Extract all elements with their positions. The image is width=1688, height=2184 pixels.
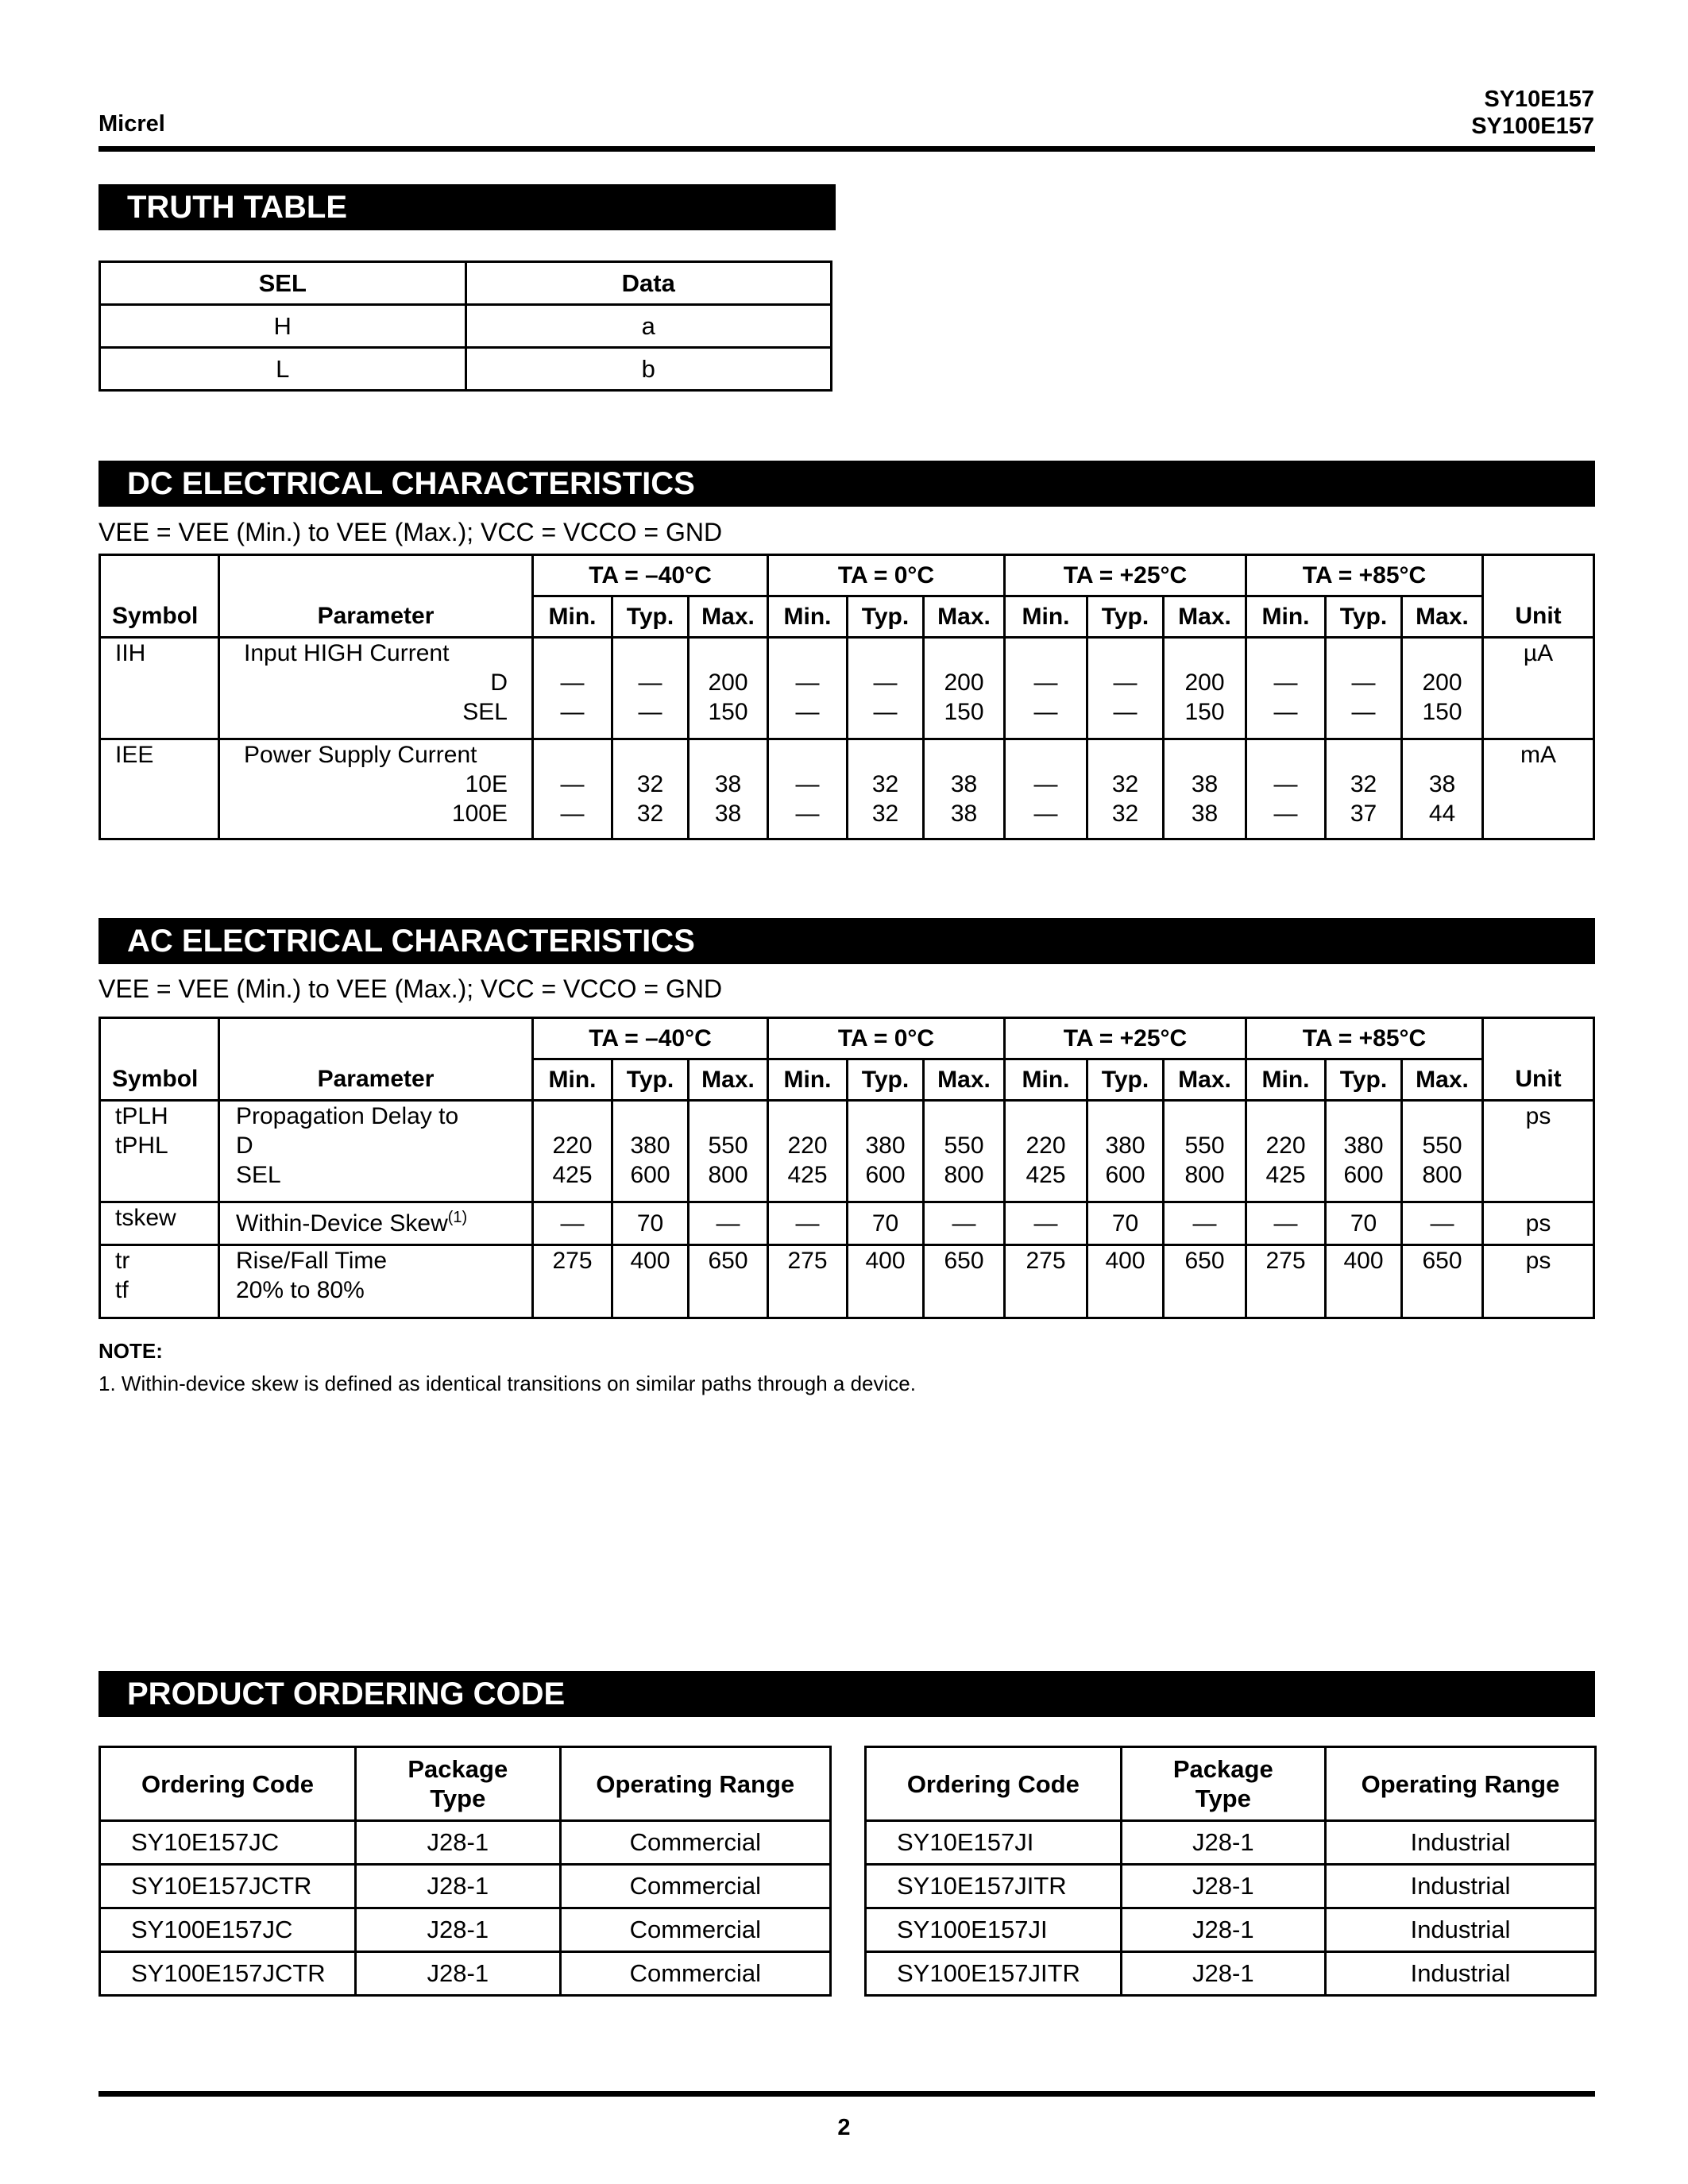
col-sub-header: Min. [1005,1059,1087,1101]
value: 380 [1343,1133,1384,1159]
operating-range: Industrial [1325,1952,1595,1996]
value: 44 [1428,801,1456,827]
ac-title: AC ELECTRICAL CHARACTERISTICS [98,918,1595,964]
value: — [638,699,662,725]
header-blank [100,555,219,596]
value: — [638,669,662,696]
ordering-code: SY100E157JITR [866,1952,1122,1996]
value: — [795,771,820,797]
value: — [795,801,820,827]
ac-table [98,1017,1595,1319]
table-cell [924,638,1005,739]
value: 32 [636,801,664,827]
operating-range: Commercial [560,1908,830,1952]
header-blank [1483,1018,1594,1059]
table-cell [689,1101,768,1202]
parameter-text: Input HIGH Current [244,640,450,666]
package-type: J28-1 [356,1952,561,1996]
col-sub-header: Min. [533,596,612,638]
value: — [1033,771,1058,797]
operating-range: Industrial [1325,1821,1595,1865]
value: 275 [1005,1245,1087,1318]
value: 600 [1105,1162,1145,1188]
col-sub-header: Max. [1164,596,1246,638]
table-cell [612,638,689,739]
value: 275 [533,1245,612,1318]
ordering-col-header: Package Type [1121,1747,1325,1821]
value: 380 [1105,1133,1145,1159]
col-unit: Unit [1483,596,1594,638]
table-cell [768,638,848,739]
table-cell [848,739,924,839]
table-cell [1402,739,1483,839]
col-sub-header: Typ. [848,596,924,638]
table-cell [1087,638,1164,739]
value: — [1402,1202,1483,1245]
brand-name: Micrel [98,111,165,137]
value: 200 [944,669,984,696]
value: 32 [636,771,664,797]
col-sub-header: Min. [1005,596,1087,638]
ordering-code: SY100E157JC [100,1908,356,1952]
value: 800 [1184,1162,1225,1188]
symbol-text: IEE [115,742,154,768]
value: 38 [714,771,742,797]
value: — [1113,669,1138,696]
col-parameter: Parameter [219,1059,533,1101]
ordering-title: PRODUCT ORDERING CODE [98,1671,1595,1717]
operating-range: Commercial [560,1821,830,1865]
truth-col-data: Data [465,262,832,305]
table-row [100,1202,1594,1245]
table-cell [1246,638,1326,739]
ordering-code: SY10E157JITR [866,1865,1122,1908]
value: 220 [552,1133,593,1159]
table-row [100,1101,1594,1202]
ordering-col-header: Operating Range [1325,1747,1595,1821]
value: — [1033,669,1058,696]
value: 37 [1350,801,1377,827]
package-type: J28-1 [1121,1865,1325,1908]
temp-header: TA = +25°C [1005,1018,1246,1059]
value: — [873,669,898,696]
temp-header: TA = +85°C [1246,555,1483,596]
table-row [100,739,1594,839]
value: 150 [1184,699,1225,725]
part-number-2: SY100E157 [1471,114,1594,139]
table-row [100,1821,831,1865]
ordering-code: SY10E157JC [100,1821,356,1865]
table-cell [768,1101,848,1202]
value: 220 [787,1133,828,1159]
value: 220 [1265,1133,1306,1159]
value: 32 [1350,771,1377,797]
col-unit: Unit [1483,1059,1594,1101]
value: — [1351,669,1376,696]
header-blank [1483,555,1594,596]
header-blank [219,1018,533,1059]
value: — [924,1202,1005,1245]
table-cell: L [100,348,466,391]
col-sub-header: Max. [689,1059,768,1101]
table-cell [924,739,1005,839]
value: 800 [708,1162,748,1188]
table-cell [924,1101,1005,1202]
value: 32 [1111,771,1139,797]
table-cell: a [465,305,832,348]
value: — [1246,1202,1326,1245]
col-sub-header: Typ. [1087,596,1164,638]
table-row [866,1952,1596,1996]
temp-header: TA = +25°C [1005,555,1246,596]
part-numbers [1471,86,1594,140]
parameter [219,638,533,739]
parameter-sub: D [490,669,508,696]
col-sub-header: Min. [533,1059,612,1101]
temp-header: TA = +85°C [1246,1018,1483,1059]
value: 32 [1111,801,1139,827]
dc-conditions: VEE = VEE (Min.) to VEE (Max.); VCC = VCCO = GND [98,518,723,546]
value: 70 [1326,1202,1402,1245]
value: 220 [1026,1133,1066,1159]
table-cell [533,1101,612,1202]
package-type: J28-1 [356,1908,561,1952]
col-sub-header: Max. [1402,1059,1483,1101]
col-parameter: Parameter [219,596,533,638]
operating-range: Commercial [560,1952,830,1996]
col-sub-header: Min. [1246,596,1326,638]
symbol-text: IIH [115,640,146,666]
parameter-sub: SEL [236,1162,281,1188]
value: 650 [1164,1245,1246,1318]
footer-rule [98,2091,1595,2097]
col-symbol: Symbol [100,596,219,638]
package-type: J28-1 [1121,1908,1325,1952]
value: 275 [768,1245,848,1318]
symbol [100,1245,219,1318]
value: 38 [950,801,978,827]
parameter [219,1202,533,1245]
ordering-code: SY10E157JCTR [100,1865,356,1908]
value: 380 [865,1133,906,1159]
value: 600 [1343,1162,1384,1188]
value: 400 [848,1245,924,1318]
unit: mA [1483,739,1594,839]
value: 38 [1191,771,1219,797]
symbol [100,739,219,839]
value: — [873,699,898,725]
dc-table [98,554,1595,840]
table-cell [1326,1101,1402,1202]
symbol-text: tPLH [115,1103,168,1129]
value: 400 [1326,1245,1402,1318]
table-cell [1326,739,1402,839]
truth-table [98,260,832,392]
table-cell [1402,638,1483,739]
table-cell [1402,1101,1483,1202]
value: 380 [630,1133,670,1159]
table-cell [533,638,612,739]
table-cell [848,638,924,739]
value: 150 [944,699,984,725]
value: — [795,669,820,696]
header-blank [100,1018,219,1059]
value: — [560,801,585,827]
value: 650 [924,1245,1005,1318]
temp-header: TA = –40°C [533,555,768,596]
col-symbol: Symbol [100,1059,219,1101]
value: 550 [944,1133,984,1159]
col-sub-header: Max. [1164,1059,1246,1101]
col-sub-header: Typ. [1326,596,1402,638]
value: — [560,771,585,797]
table-cell [1005,739,1087,839]
ordering-col-header: Ordering Code [100,1747,356,1821]
dc-title: DC ELECTRICAL CHARACTERISTICS [98,461,1595,507]
value: 425 [552,1162,593,1188]
package-type: J28-1 [1121,1952,1325,1996]
temp-header: TA = 0°C [768,1018,1005,1059]
col-sub-header: Typ. [848,1059,924,1101]
value: — [795,699,820,725]
ordering-code: SY100E157JI [866,1908,1122,1952]
col-sub-header: Typ. [612,596,689,638]
symbol-text: tr [115,1248,130,1274]
value: 38 [1191,801,1219,827]
value: 425 [787,1162,828,1188]
table-row [100,305,832,348]
value: 32 [871,801,899,827]
table-cell [1005,638,1087,739]
table-cell [1326,638,1402,739]
ordering-table-industrial [864,1746,1597,1997]
unit: µA [1483,638,1594,739]
value: — [1005,1202,1087,1245]
value: 150 [1422,699,1462,725]
header-blank [219,555,533,596]
col-sub-header: Typ. [1326,1059,1402,1101]
value: — [1033,699,1058,725]
table-cell: H [100,305,466,348]
col-sub-header: Min. [768,596,848,638]
table-row [866,1908,1596,1952]
ordering-col-header: Ordering Code [866,1747,1122,1821]
ordering-col-header: Operating Range [560,1747,830,1821]
col-sub-header: Typ. [612,1059,689,1101]
value: 70 [612,1202,689,1245]
parameter [219,1101,533,1202]
package-type: J28-1 [356,1821,561,1865]
ordering-code: SY100E157JCTR [100,1952,356,1996]
temp-header: TA = 0°C [768,555,1005,596]
truth-table-title: TRUTH TABLE [98,184,836,230]
table-cell [768,739,848,839]
table-cell [1246,739,1326,839]
table-row [100,1952,831,1996]
parameter-text: Rise/Fall Time [236,1248,388,1274]
package-type: J28-1 [1121,1821,1325,1865]
value: 550 [708,1133,748,1159]
symbol [100,1101,219,1202]
value: 550 [1422,1133,1462,1159]
ordering-table-commercial [98,1746,832,1997]
unit: ps [1483,1202,1594,1245]
table-row [866,1865,1596,1908]
parameter-text: Propagation Delay to [236,1103,459,1129]
table-row [100,1865,831,1908]
table-cell [689,638,768,739]
col-sub-header: Min. [1246,1059,1326,1101]
table-cell [1246,1101,1326,1202]
value: 650 [1402,1245,1483,1318]
value: 600 [630,1162,670,1188]
table-cell: b [465,348,832,391]
operating-range: Industrial [1325,1865,1595,1908]
symbol [100,638,219,739]
col-sub-header: Max. [689,596,768,638]
value: — [768,1202,848,1245]
table-cell [1005,1101,1087,1202]
table-cell [1087,1101,1164,1202]
col-sub-header: Min. [768,1059,848,1101]
parameter-text: Within-Device Skew [236,1210,448,1237]
value: 200 [1422,669,1462,696]
value: 150 [708,699,748,725]
symbol-text: tf [115,1277,129,1303]
value: — [1351,699,1376,725]
value: 600 [865,1162,906,1188]
value: — [1273,669,1298,696]
parameter-text: Power Supply Current [244,742,477,768]
page-number: 2 [837,2115,851,2140]
value: 425 [1026,1162,1066,1188]
operating-range: Commercial [560,1865,830,1908]
col-sub-header: Typ. [1087,1059,1164,1101]
table-row [866,1821,1596,1865]
table-cell [533,739,612,839]
parameter-sub: 100E [451,801,508,827]
value: 400 [1087,1245,1164,1318]
col-sub-header: Max. [924,1059,1005,1101]
value: 425 [1265,1162,1306,1188]
note-text: 1. Within-device skew is defined as identical transitions on similar paths through a device. [98,1372,916,1395]
value: 200 [1184,669,1225,696]
truth-col-sel: SEL [100,262,466,305]
temp-header: TA = –40°C [533,1018,768,1059]
value: — [1164,1202,1246,1245]
table-cell [1164,638,1246,739]
value: — [1273,699,1298,725]
symbol-text: tPHL [115,1133,168,1159]
table-cell [848,1101,924,1202]
value: 800 [1422,1162,1462,1188]
value: — [560,699,585,725]
value: — [689,1202,768,1245]
table-cell [612,739,689,839]
value: 550 [1184,1133,1225,1159]
col-sub-header: Max. [924,596,1005,638]
value: 70 [848,1202,924,1245]
value: — [1273,801,1298,827]
value: — [1033,801,1058,827]
package-type: J28-1 [356,1865,561,1908]
footnote-ref: (1) [447,1209,468,1226]
unit: ps [1483,1245,1594,1318]
value: 38 [714,801,742,827]
part-number-1: SY10E157 [1484,87,1594,112]
symbol: tskew [100,1202,219,1245]
value: 32 [871,771,899,797]
value: 38 [1428,771,1456,797]
col-sub-header: Max. [1402,596,1483,638]
table-cell [612,1101,689,1202]
table-cell [1087,739,1164,839]
parameter [219,739,533,839]
value: 800 [944,1162,984,1188]
header-rule [98,146,1595,152]
value: — [1113,699,1138,725]
unit: ps [1483,1101,1594,1202]
ac-conditions: VEE = VEE (Min.) to VEE (Max.); VCC = VCCO = GND [98,974,723,1003]
value: — [560,669,585,696]
table-row [100,1908,831,1952]
table-row [100,1245,1594,1318]
value: 38 [950,771,978,797]
note-heading: NOTE: [98,1339,163,1363]
operating-range: Industrial [1325,1908,1595,1952]
value: 200 [708,669,748,696]
table-cell [689,739,768,839]
table-cell [1164,1101,1246,1202]
value: 275 [1246,1245,1326,1318]
table-row [100,638,1594,739]
table-row [100,348,832,391]
parameter-text: 20% to 80% [236,1277,365,1303]
value: 650 [689,1245,768,1318]
value: — [1273,771,1298,797]
table-cell [1164,739,1246,839]
parameter-sub: D [236,1133,253,1159]
value: — [533,1202,612,1245]
ordering-col-header: Package Type [356,1747,561,1821]
parameter-sub: 10E [465,771,508,797]
parameter [219,1245,533,1318]
parameter-sub: SEL [462,699,508,725]
value: 400 [612,1245,689,1318]
value: 70 [1087,1202,1164,1245]
ordering-code: SY10E157JI [866,1821,1122,1865]
